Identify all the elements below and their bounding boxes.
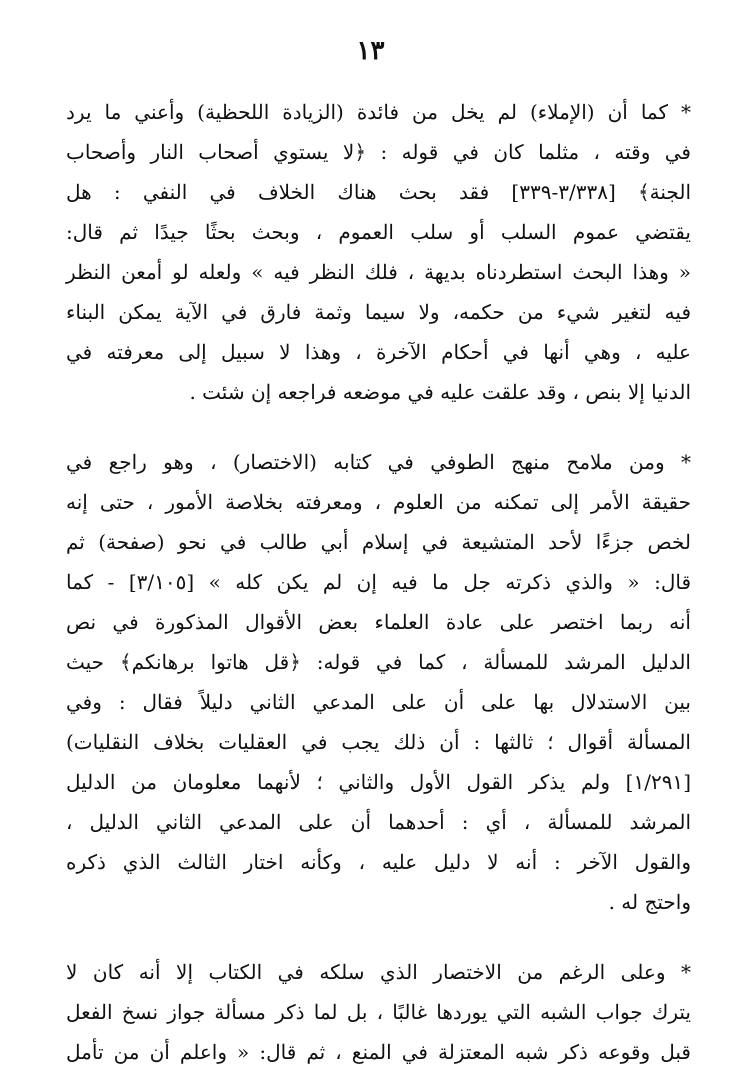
text-line: قبل وقوعه ذكر شبه المعتزلة في المنع ، ثم قال: « واعلم أن من تأمل — [66, 1040, 691, 1064]
text-line: والقول الآخر : أنه لا دليل عليه ، وكأنه اختار الثالث الذي ذكره — [66, 850, 691, 874]
text-line: أنه ربما اختصر على عادة العلماء بعض الأقوال المذكورة في نص — [66, 610, 691, 634]
text-line: لخص جزءًا لأحد المتشيعة في إسلام أبي طالب في نحو (صفحة) ثم — [66, 530, 691, 554]
text-line: في وقته ، مثلما كان في قوله : ﴿لا يستوي أصحاب النار وأصحاب — [66, 140, 691, 164]
text-line: * ومن ملامح منهج الطوفي في كتابه (الاختصار) ، وهو راجع في — [66, 450, 691, 474]
text-line: يقتضي عموم السلب أو سلب العموم ، وبحث بحثًا جيدًا ثم قال: — [66, 220, 691, 244]
text-line: المرشد للمسألة ، أي : أحدهما أن على المدعي الثاني الدليل ، — [66, 810, 691, 834]
text-line: الدليل المرشد للمسألة ، كما في قوله: ﴿قل هاتوا برهانكم﴾ حيث — [66, 650, 691, 674]
text-line: المسألة أقوال ؛ ثالثها : أن ذلك يجب في العقليات بخلاف النقليات) — [66, 730, 691, 754]
text-line: الدنيا إلا بنص ، وقد علقت عليه في موضعه فراجعه إن شئت . — [189, 380, 691, 404]
paragraph-3 — [66, 952, 691, 1072]
page-number: ١٣ — [356, 36, 385, 66]
text-line: يترك جواب الشبه التي يوردها غالبًا ، بل لما ذكر مسألة جواز نسخ الفعل — [66, 1000, 692, 1024]
text-line: حقيقة الأمر إلى تمكنه من العلوم ، ومعرفته بخلاصة الأمور ، حتى إنه — [66, 490, 691, 514]
text-line: عليه ، وهي أنها في أحكام الآخرة ، وهذا لا سبيل إلى معرفته في — [66, 340, 691, 364]
text-line: بين الاستدلال بها على أن على المدعي الثاني دليلاً فقال : وفي — [66, 690, 691, 714]
text-line: فيه لتغير شيء من حكمه، ولا سيما وثمة فارق في الآية يمكن البناء — [66, 300, 691, 324]
paragraph-1 — [66, 92, 691, 412]
body-text — [66, 92, 691, 1086]
paragraph-2 — [66, 442, 691, 922]
text-line: واحتج له . — [608, 890, 691, 914]
text-line: * كما أن (الإملاء) لم يخل من فائدة (الزيادة اللحظية) وأعني ما يرد — [66, 100, 691, 124]
text-line: [١/٢٩١] ولم يذكر القول الأول والثاني ؛ لأنهما معلومان من الدليل — [66, 770, 691, 794]
text-line: قال: « والذي ذكرته جل ما فيه إن لم يكن كله » [٣/١٠٥] - كما — [66, 570, 692, 594]
text-line: الجنة﴾ [٣/٣٣٨-٣٣٩] فقد بحث هناك الخلاف في النفي : هل — [66, 180, 691, 204]
text-line: * وعلى الرغم من الاختصار الذي سلكه في الكتاب إلا أنه كان لا — [66, 960, 691, 984]
text-line: « وهذا البحث استطردناه بديهة ، فلك النظر فيه » ولعله لو أمعن النظر — [66, 260, 691, 284]
